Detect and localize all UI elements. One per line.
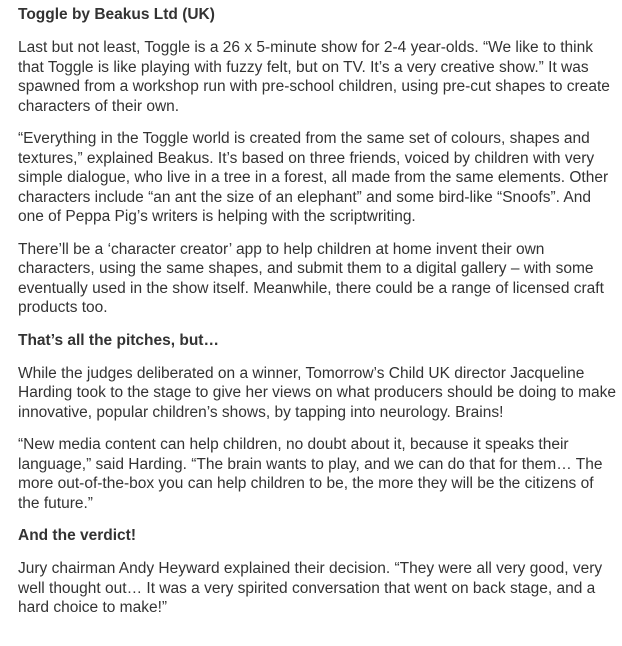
paragraph-judges-deliberated: While the judges deliberated on a winner, Tomorrow’s Child UK director Jacqueline Harding took to the stage to give her views on what producers should be doing to make innovative, popular children’s shows, by tapping into neurology. Brains!	[18, 364, 616, 421]
section-heading-verdict: And the verdict!	[18, 527, 136, 544]
section-heading-toggle: Toggle by Beakus Ltd (UK)	[18, 6, 215, 23]
paragraph-toggle-world: “Everything in the Toggle world is created from the same set of colours, shapes and textures,” explained Beakus. It’s based on three friends, voiced by children with very simple dialogue, who live in a tree in a forest, all made from the same elements. Other characters include “an ant the size of an elephant” and some bird-like “Snoofs”. And one of Peppa Pig’s writers is helping with the scriptwriting.	[18, 130, 609, 225]
paragraph-jury-decision: Jury chairman Andy Heyward explained their decision. “They were all very good, very well thought out… It was a very spirited conversation that went on back stage, and a hard choice to make!”	[18, 560, 603, 616]
article-body	[18, 5, 618, 631]
section-heading-pitches: That’s all the pitches, but…	[18, 331, 219, 349]
paragraph-harding-quote: “New media content can help children, no doubt about it, because it speaks their language,” said Harding. “The brain wants to play, and we can do that for them… The more out-of-the-box you can help children to be, the more they will be the citizens of the future.”	[18, 436, 603, 512]
paragraph-toggle-intro: Last but not least, Toggle is a 26 x 5-minute show for 2-4 year-olds. “We like to think that Toggle is like playing with fuzzy felt, but on TV. It’s a very creative show.” It was spawned from a workshop run with pre-school children, using pre-cut shapes to create characters of their own.	[18, 39, 610, 115]
paragraph-character-creator: There’ll be a ‘character creator’ app to help children at home invent their own characters, using the same shapes, and submit them to a digital gallery – with some eventually used in the show itself. Meanwhile, there could be a range of licensed craft products too.	[18, 240, 604, 316]
